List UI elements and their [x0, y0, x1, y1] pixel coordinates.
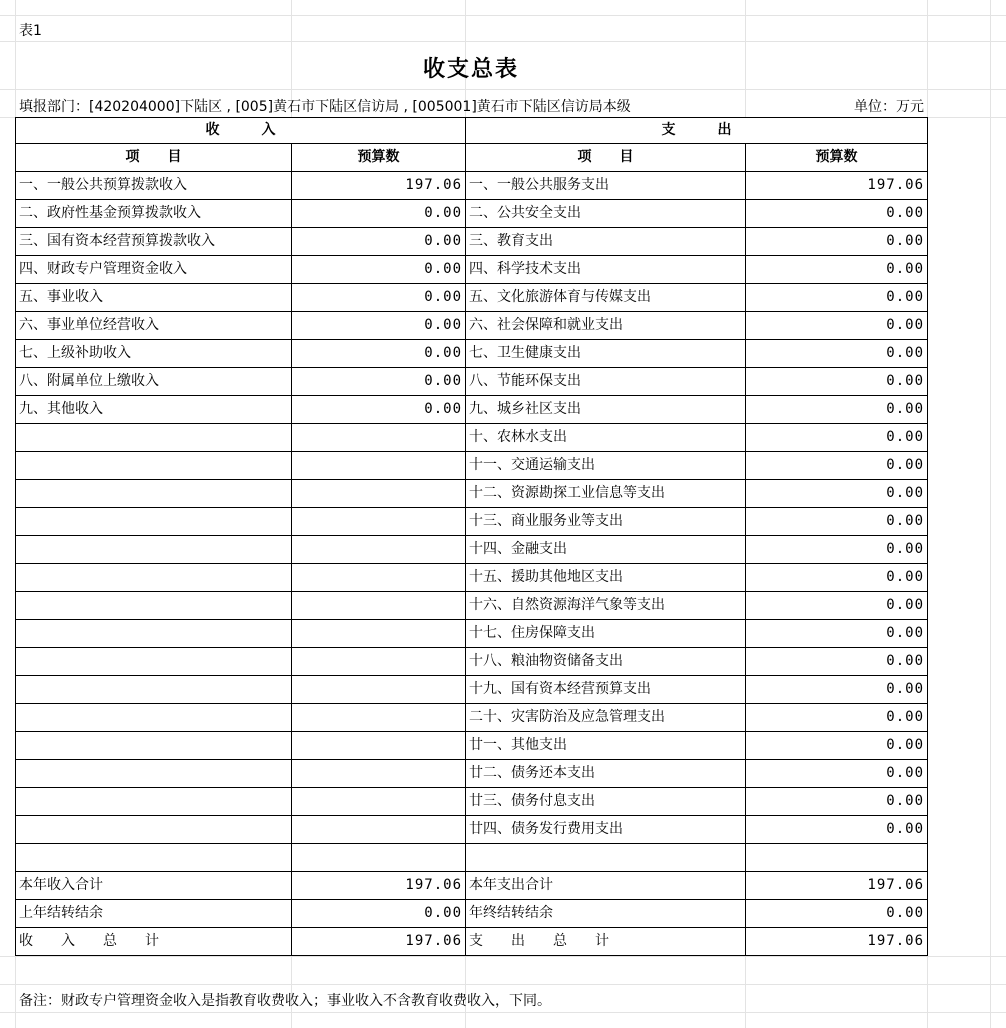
expense-value-cell[interactable]: 0.00 — [746, 396, 928, 424]
table-row — [16, 172, 928, 200]
expense-item-cell[interactable]: 年终结转结余 — [466, 900, 746, 928]
table-row — [16, 200, 928, 228]
table-row — [16, 928, 928, 956]
income-value-cell[interactable] — [292, 704, 466, 732]
gridline — [0, 1012, 1006, 1013]
expense-value-cell[interactable]: 197.06 — [746, 872, 928, 900]
expense-item-cell[interactable]: 十、农林水支出 — [466, 424, 746, 452]
income-value-cell[interactable] — [292, 844, 466, 872]
table-row — [16, 648, 928, 676]
expense-header[interactable]: 支 出 — [466, 118, 928, 144]
income-item-cell[interactable] — [16, 816, 292, 844]
table-row — [16, 536, 928, 564]
income-item-cell[interactable]: 二、政府性基金预算拨款收入 — [16, 200, 292, 228]
income-item-cell[interactable] — [16, 536, 292, 564]
expense-value-cell[interactable]: 0.00 — [746, 452, 928, 480]
table-row — [16, 760, 928, 788]
expense-item-cell[interactable]: 十一、交通运输支出 — [466, 452, 746, 480]
income-value-cell[interactable]: 0.00 — [292, 228, 466, 256]
expense-value-cell[interactable]: 0.00 — [746, 312, 928, 340]
income-value-cell[interactable] — [292, 760, 466, 788]
expense-item-cell[interactable]: 八、节能环保支出 — [466, 368, 746, 396]
income-item-cell[interactable]: 三、国有资本经营预算拨款收入 — [16, 228, 292, 256]
income-item-cell[interactable] — [16, 620, 292, 648]
expense-budget-header[interactable]: 预算数 — [746, 144, 928, 172]
income-item-cell[interactable] — [16, 844, 292, 872]
expense-item-cell[interactable]: 三、教育支出 — [466, 228, 746, 256]
gridline — [990, 0, 991, 1028]
footnote: 备注：财政专户管理资金收入是指教育收费收入；事业收入不含教育收费收入，下同。 — [19, 993, 551, 1009]
expense-item-cell[interactable]: 十四、金融支出 — [466, 536, 746, 564]
section-header-row — [16, 118, 928, 144]
expense-value-cell[interactable]: 0.00 — [746, 816, 928, 844]
table-row — [16, 424, 928, 452]
expense-value-cell[interactable]: 0.00 — [746, 592, 928, 620]
expense-value-cell[interactable]: 0.00 — [746, 564, 928, 592]
income-value-cell[interactable]: 0.00 — [292, 312, 466, 340]
table-row — [16, 704, 928, 732]
table-row — [16, 312, 928, 340]
expense-item-cell[interactable]: 十八、粮油物资储备支出 — [466, 648, 746, 676]
expense-item-cell[interactable]: 五、文化旅游体育与传媒支出 — [466, 284, 746, 312]
table-row — [16, 284, 928, 312]
income-value-cell[interactable] — [292, 452, 466, 480]
income-value-cell[interactable]: 197.06 — [292, 872, 466, 900]
table-row — [16, 872, 928, 900]
income-item-cell[interactable] — [16, 424, 292, 452]
expense-item-cell[interactable]: 廿三、债务付息支出 — [466, 788, 746, 816]
expense-value-cell[interactable]: 0.00 — [746, 200, 928, 228]
expense-item-cell[interactable]: 十六、自然资源海洋气象等支出 — [466, 592, 746, 620]
income-item-cell[interactable]: 六、事业单位经营收入 — [16, 312, 292, 340]
income-item-cell[interactable] — [16, 676, 292, 704]
expense-value-cell[interactable]: 197.06 — [746, 928, 928, 956]
income-value-cell[interactable]: 197.06 — [292, 172, 466, 200]
income-value-cell[interactable] — [292, 620, 466, 648]
income-item-cell[interactable]: 七、上级补助收入 — [16, 340, 292, 368]
income-item-cell[interactable]: 五、事业收入 — [16, 284, 292, 312]
expense-item-cell[interactable]: 七、卫生健康支出 — [466, 340, 746, 368]
expense-item-cell[interactable]: 十七、住房保障支出 — [466, 620, 746, 648]
table-row — [16, 816, 928, 844]
expense-item-cell[interactable]: 廿四、债务发行费用支出 — [466, 816, 746, 844]
income-value-cell[interactable] — [292, 536, 466, 564]
expense-value-cell[interactable]: 0.00 — [746, 256, 928, 284]
income-item-cell[interactable] — [16, 592, 292, 620]
income-item-cell[interactable] — [16, 564, 292, 592]
expense-item-cell[interactable]: 一、一般公共服务支出 — [466, 172, 746, 200]
income-value-cell[interactable]: 0.00 — [292, 256, 466, 284]
income-item-cell[interactable]: 八、附属单位上缴收入 — [16, 368, 292, 396]
expense-item-cell[interactable]: 十二、资源勘探工业信息等支出 — [466, 480, 746, 508]
expense-item-cell[interactable]: 十九、国有资本经营预算支出 — [466, 676, 746, 704]
income-item-cell[interactable] — [16, 788, 292, 816]
table-row — [16, 620, 928, 648]
income-value-cell[interactable] — [292, 788, 466, 816]
table-row — [16, 788, 928, 816]
table-row — [16, 564, 928, 592]
gridline — [0, 41, 1006, 42]
income-value-cell[interactable]: 197.06 — [292, 928, 466, 956]
table-row — [16, 844, 928, 872]
expense-item-cell[interactable]: 四、科学技术支出 — [466, 256, 746, 284]
income-item-cell[interactable] — [16, 452, 292, 480]
income-value-cell[interactable]: 0.00 — [292, 340, 466, 368]
expense-value-cell[interactable] — [746, 844, 928, 872]
gridline — [0, 956, 1006, 957]
table-row — [16, 256, 928, 284]
expense-value-cell[interactable]: 0.00 — [746, 536, 928, 564]
expense-item-cell[interactable]: 廿一、其他支出 — [466, 732, 746, 760]
income-item-cell[interactable]: 本年收入合计 — [16, 872, 292, 900]
income-value-cell[interactable]: 0.00 — [292, 396, 466, 424]
page-title: 收支总表 — [422, 57, 519, 82]
expense-value-cell[interactable]: 197.06 — [746, 172, 928, 200]
income-value-cell[interactable] — [292, 816, 466, 844]
income-value-cell[interactable] — [292, 508, 466, 536]
expense-value-cell[interactable]: 0.00 — [746, 368, 928, 396]
income-value-cell[interactable]: 0.00 — [292, 900, 466, 928]
gridline — [0, 89, 1006, 90]
expense-item-cell[interactable]: 二十、灾害防治及应急管理支出 — [466, 704, 746, 732]
table-row — [16, 900, 928, 928]
expense-value-cell[interactable]: 0.00 — [746, 704, 928, 732]
income-value-cell[interactable]: 0.00 — [292, 284, 466, 312]
table-row — [16, 452, 928, 480]
expense-value-cell[interactable]: 0.00 — [746, 340, 928, 368]
expense-item-cell[interactable]: 本年支出合计 — [466, 872, 746, 900]
income-value-cell[interactable] — [292, 480, 466, 508]
income-item-cell[interactable]: 一、一般公共预算拨款收入 — [16, 172, 292, 200]
income-item-cell[interactable] — [16, 508, 292, 536]
expense-value-cell[interactable]: 0.00 — [746, 760, 928, 788]
income-value-cell[interactable]: 0.00 — [292, 200, 466, 228]
income-value-cell[interactable] — [292, 424, 466, 452]
expense-item-cell[interactable]: 十五、援助其他地区支出 — [466, 564, 746, 592]
income-item-cell[interactable] — [16, 648, 292, 676]
expense-value-cell[interactable]: 0.00 — [746, 424, 928, 452]
income-header[interactable]: 收 入 — [16, 118, 466, 144]
table-row — [16, 732, 928, 760]
department-label: 填报部门：[420204000]下陆区 , [005]黄石市下陆区信访局 , [005001]黄石市下陆区信访局本级 — [19, 99, 631, 115]
expense-value-cell[interactable]: 0.00 — [746, 228, 928, 256]
income-item-cell[interactable]: 收 入 总 计 — [16, 928, 292, 956]
expense-value-cell[interactable]: 0.00 — [746, 676, 928, 704]
expense-value-cell[interactable]: 0.00 — [746, 732, 928, 760]
income-value-cell[interactable] — [292, 676, 466, 704]
expense-value-cell[interactable]: 0.00 — [746, 900, 928, 928]
table-row — [16, 592, 928, 620]
income-item-header[interactable]: 项 目 — [16, 144, 292, 172]
income-value-cell[interactable] — [292, 648, 466, 676]
income-value-cell[interactable] — [292, 592, 466, 620]
income-item-cell[interactable]: 四、财政专户管理资金收入 — [16, 256, 292, 284]
income-item-cell[interactable] — [16, 704, 292, 732]
income-value-cell[interactable] — [292, 564, 466, 592]
expense-item-cell[interactable]: 廿二、债务还本支出 — [466, 760, 746, 788]
income-item-cell[interactable]: 九、其他收入 — [16, 396, 292, 424]
table-row — [16, 396, 928, 424]
expense-value-cell[interactable]: 0.00 — [746, 284, 928, 312]
expense-value-cell[interactable]: 0.00 — [746, 648, 928, 676]
table-row — [16, 508, 928, 536]
expense-item-cell[interactable] — [466, 844, 746, 872]
table-row — [16, 368, 928, 396]
sheet-label: 表1 — [19, 23, 42, 39]
income-value-cell[interactable]: 0.00 — [292, 368, 466, 396]
table-row — [16, 480, 928, 508]
column-header-row — [16, 144, 928, 172]
expense-item-cell[interactable]: 六、社会保障和就业支出 — [466, 312, 746, 340]
expense-item-cell[interactable]: 二、公共安全支出 — [466, 200, 746, 228]
expense-item-header[interactable]: 项 目 — [466, 144, 746, 172]
expense-value-cell[interactable]: 0.00 — [746, 620, 928, 648]
table-row — [16, 340, 928, 368]
income-item-cell[interactable] — [16, 732, 292, 760]
income-item-cell[interactable] — [16, 760, 292, 788]
income-budget-header[interactable]: 预算数 — [292, 144, 466, 172]
table-row — [16, 676, 928, 704]
income-item-cell[interactable]: 上年结转结余 — [16, 900, 292, 928]
table-row — [16, 228, 928, 256]
expense-item-cell[interactable]: 九、城乡社区支出 — [466, 396, 746, 424]
gridline — [0, 15, 1006, 16]
budget-summary-table — [15, 117, 928, 956]
income-item-cell[interactable] — [16, 480, 292, 508]
expense-value-cell[interactable]: 0.00 — [746, 788, 928, 816]
expense-item-cell[interactable]: 十三、商业服务业等支出 — [466, 508, 746, 536]
expense-value-cell[interactable]: 0.00 — [746, 480, 928, 508]
unit-label: 单位：万元 — [854, 99, 924, 115]
expense-value-cell[interactable]: 0.00 — [746, 508, 928, 536]
gridline — [0, 984, 1006, 985]
expense-item-cell[interactable]: 支 出 总 计 — [466, 928, 746, 956]
income-value-cell[interactable] — [292, 732, 466, 760]
